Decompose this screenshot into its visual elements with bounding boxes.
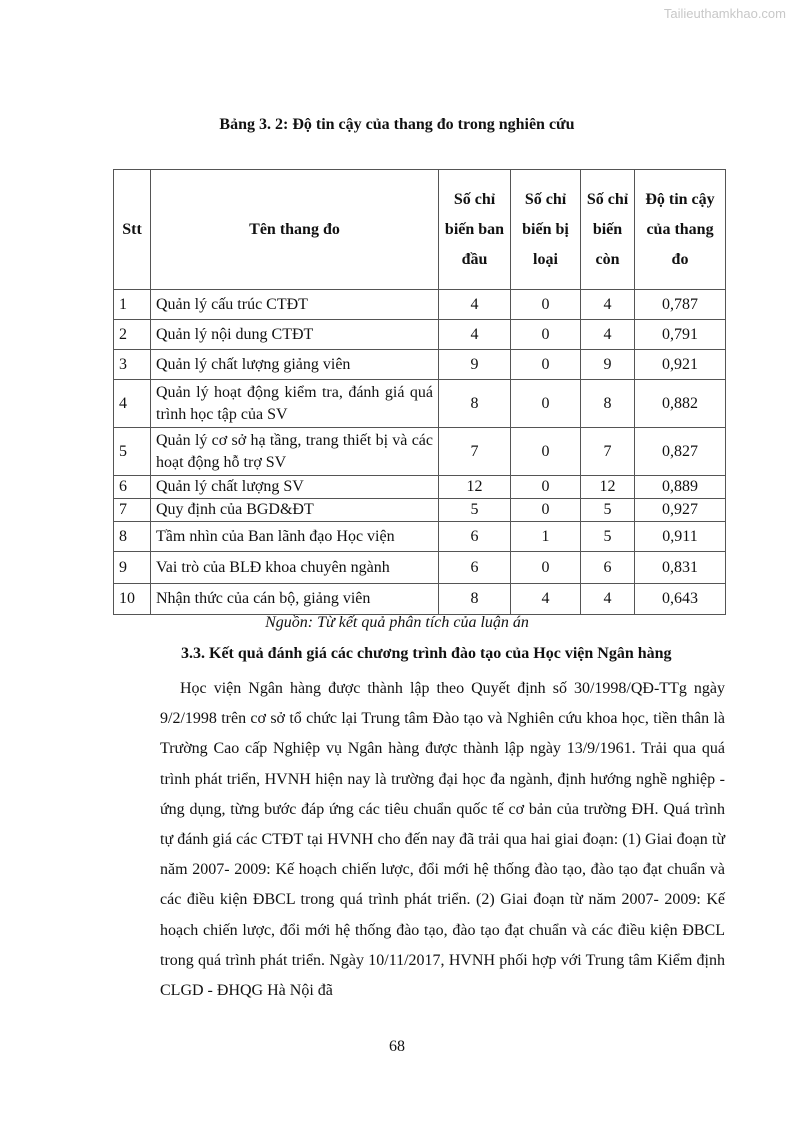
cell-stt: 8 [114,522,151,552]
cell-reliability: 0,643 [635,584,726,615]
cell-name: Quản lý cấu trúc CTĐT [151,290,439,320]
table-row [114,428,726,476]
cell-stt: 1 [114,290,151,320]
cell-stt: 7 [114,499,151,522]
table-row [114,476,726,499]
cell-initial: 8 [439,584,511,615]
table-row [114,290,726,320]
table-source: Nguồn: Từ kết quả phân tích của luận án [265,614,529,631]
table-row [114,499,726,522]
cell-removed: 0 [511,552,581,584]
watermark: Tailieuthamkhao.com [663,6,786,21]
cell-name: Quy định của BGD&ĐT [151,499,439,522]
cell-remaining: 4 [581,290,635,320]
cell-name: Quản lý hoạt động kiểm tra, đánh giá quá trình học tập của SV [151,380,439,428]
cell-stt: 6 [114,476,151,499]
cell-remaining: 6 [581,552,635,584]
table-header-row [114,170,726,290]
table-row [114,584,726,615]
cell-initial: 4 [439,320,511,350]
table-row [114,350,726,380]
cell-remaining: 7 [581,428,635,476]
page-number: 68 [389,1038,405,1055]
cell-name: Tầm nhìn của Ban lãnh đạo Học viện [151,522,439,552]
header-name: Tên thang đo [151,170,439,290]
cell-initial: 4 [439,290,511,320]
header-initial: Số chỉ biến ban đầu [439,170,511,290]
cell-name: Vai trò của BLĐ khoa chuyên ngành [151,552,439,584]
cell-reliability: 0,882 [635,380,726,428]
cell-reliability: 0,911 [635,522,726,552]
cell-reliability: 0,927 [635,499,726,522]
cell-stt: 10 [114,584,151,615]
cell-stt: 5 [114,428,151,476]
table-title: Bảng 3. 2: Độ tin cậy của thang đo trong nghiên cứu [219,116,575,133]
cell-removed: 0 [511,499,581,522]
cell-remaining: 4 [581,320,635,350]
header-stt: Stt [114,170,151,290]
table-row [114,552,726,584]
cell-reliability: 0,831 [635,552,726,584]
cell-initial: 9 [439,350,511,380]
cell-initial: 7 [439,428,511,476]
cell-remaining: 5 [581,499,635,522]
cell-removed: 0 [511,428,581,476]
table-row [114,320,726,350]
cell-name: Quản lý cơ sở hạ tầng, trang thiết bị và các hoạt động hỗ trợ SV [151,428,439,476]
cell-reliability: 0,791 [635,320,726,350]
cell-reliability: 0,787 [635,290,726,320]
cell-name: Quản lý nội dung CTĐT [151,320,439,350]
cell-removed: 0 [511,320,581,350]
cell-stt: 3 [114,350,151,380]
cell-removed: 1 [511,522,581,552]
cell-name: Quản lý chất lượng SV [151,476,439,499]
body-text [160,674,725,1006]
cell-removed: 0 [511,350,581,380]
cell-initial: 12 [439,476,511,499]
cell-removed: 0 [511,290,581,320]
header-reliability: Độ tin cậy của thang đo [635,170,726,290]
cell-remaining: 4 [581,584,635,615]
section-heading: 3.3. Kết quả đánh giá các chương trình đào tạo của Học viện Ngân hàng [181,645,672,662]
cell-name: Nhận thức của cán bộ, giảng viên [151,584,439,615]
header-remaining: Số chỉ biến còn [581,170,635,290]
header-removed: Số chỉ biến bị loại [511,170,581,290]
cell-reliability: 0,921 [635,350,726,380]
cell-initial: 5 [439,499,511,522]
cell-reliability: 0,827 [635,428,726,476]
cell-initial: 6 [439,552,511,584]
cell-stt: 4 [114,380,151,428]
cell-name: Quản lý chất lượng giảng viên [151,350,439,380]
table-row [114,522,726,552]
reliability-table [113,169,726,615]
cell-reliability: 0,889 [635,476,726,499]
cell-remaining: 9 [581,350,635,380]
cell-removed: 0 [511,380,581,428]
cell-initial: 6 [439,522,511,552]
cell-stt: 2 [114,320,151,350]
cell-removed: 4 [511,584,581,615]
table-row [114,380,726,428]
paragraph: Học viện Ngân hàng được thành lập theo Quyết định số 30/1998/QĐ-TTg ngày 9/2/1998 trên cơ sở tổ chức lại Trung tâm Đào tạo và Nghiên cứu khoa học, tiền thân là Trường Cao cấp Nghiệp vụ Ngân hàng được thành lập ngày 13/9/1961. Trải qua quá trình phát triển, HVNH hiện nay là trường đại học đa ngành, định hướng nghề nghiệp - ứng dụng, từng bước đáp ứng các tiêu chuẩn quốc tế cơ bản của trường ĐH. Quá trình tự đánh giá các CTĐT tại HVNH cho đến nay đã trải qua hai giai đoạn: (1) Giai đoạn từ năm 2007- 2009: Kế hoạch chiến lược, đổi mới hệ thống đào tạo, đào tạo đạt chuẩn và các điều kiện ĐBCL trong quá trình phát triển. (2) Giai đoạn từ năm 2007- 2009: Kế hoạch chiến lược, đổi mới hệ thống đào tạo, đào tạo đạt chuẩn và các điều kiện ĐBCL trong quá trình phát triển. Ngày 10/11/2017, HVNH phối hợp với Trung tâm Kiểm định CLGD - ĐHQG Hà Nội đã [160,680,725,1000]
cell-remaining: 5 [581,522,635,552]
cell-initial: 8 [439,380,511,428]
cell-remaining: 12 [581,476,635,499]
cell-stt: 9 [114,552,151,584]
cell-removed: 0 [511,476,581,499]
cell-remaining: 8 [581,380,635,428]
